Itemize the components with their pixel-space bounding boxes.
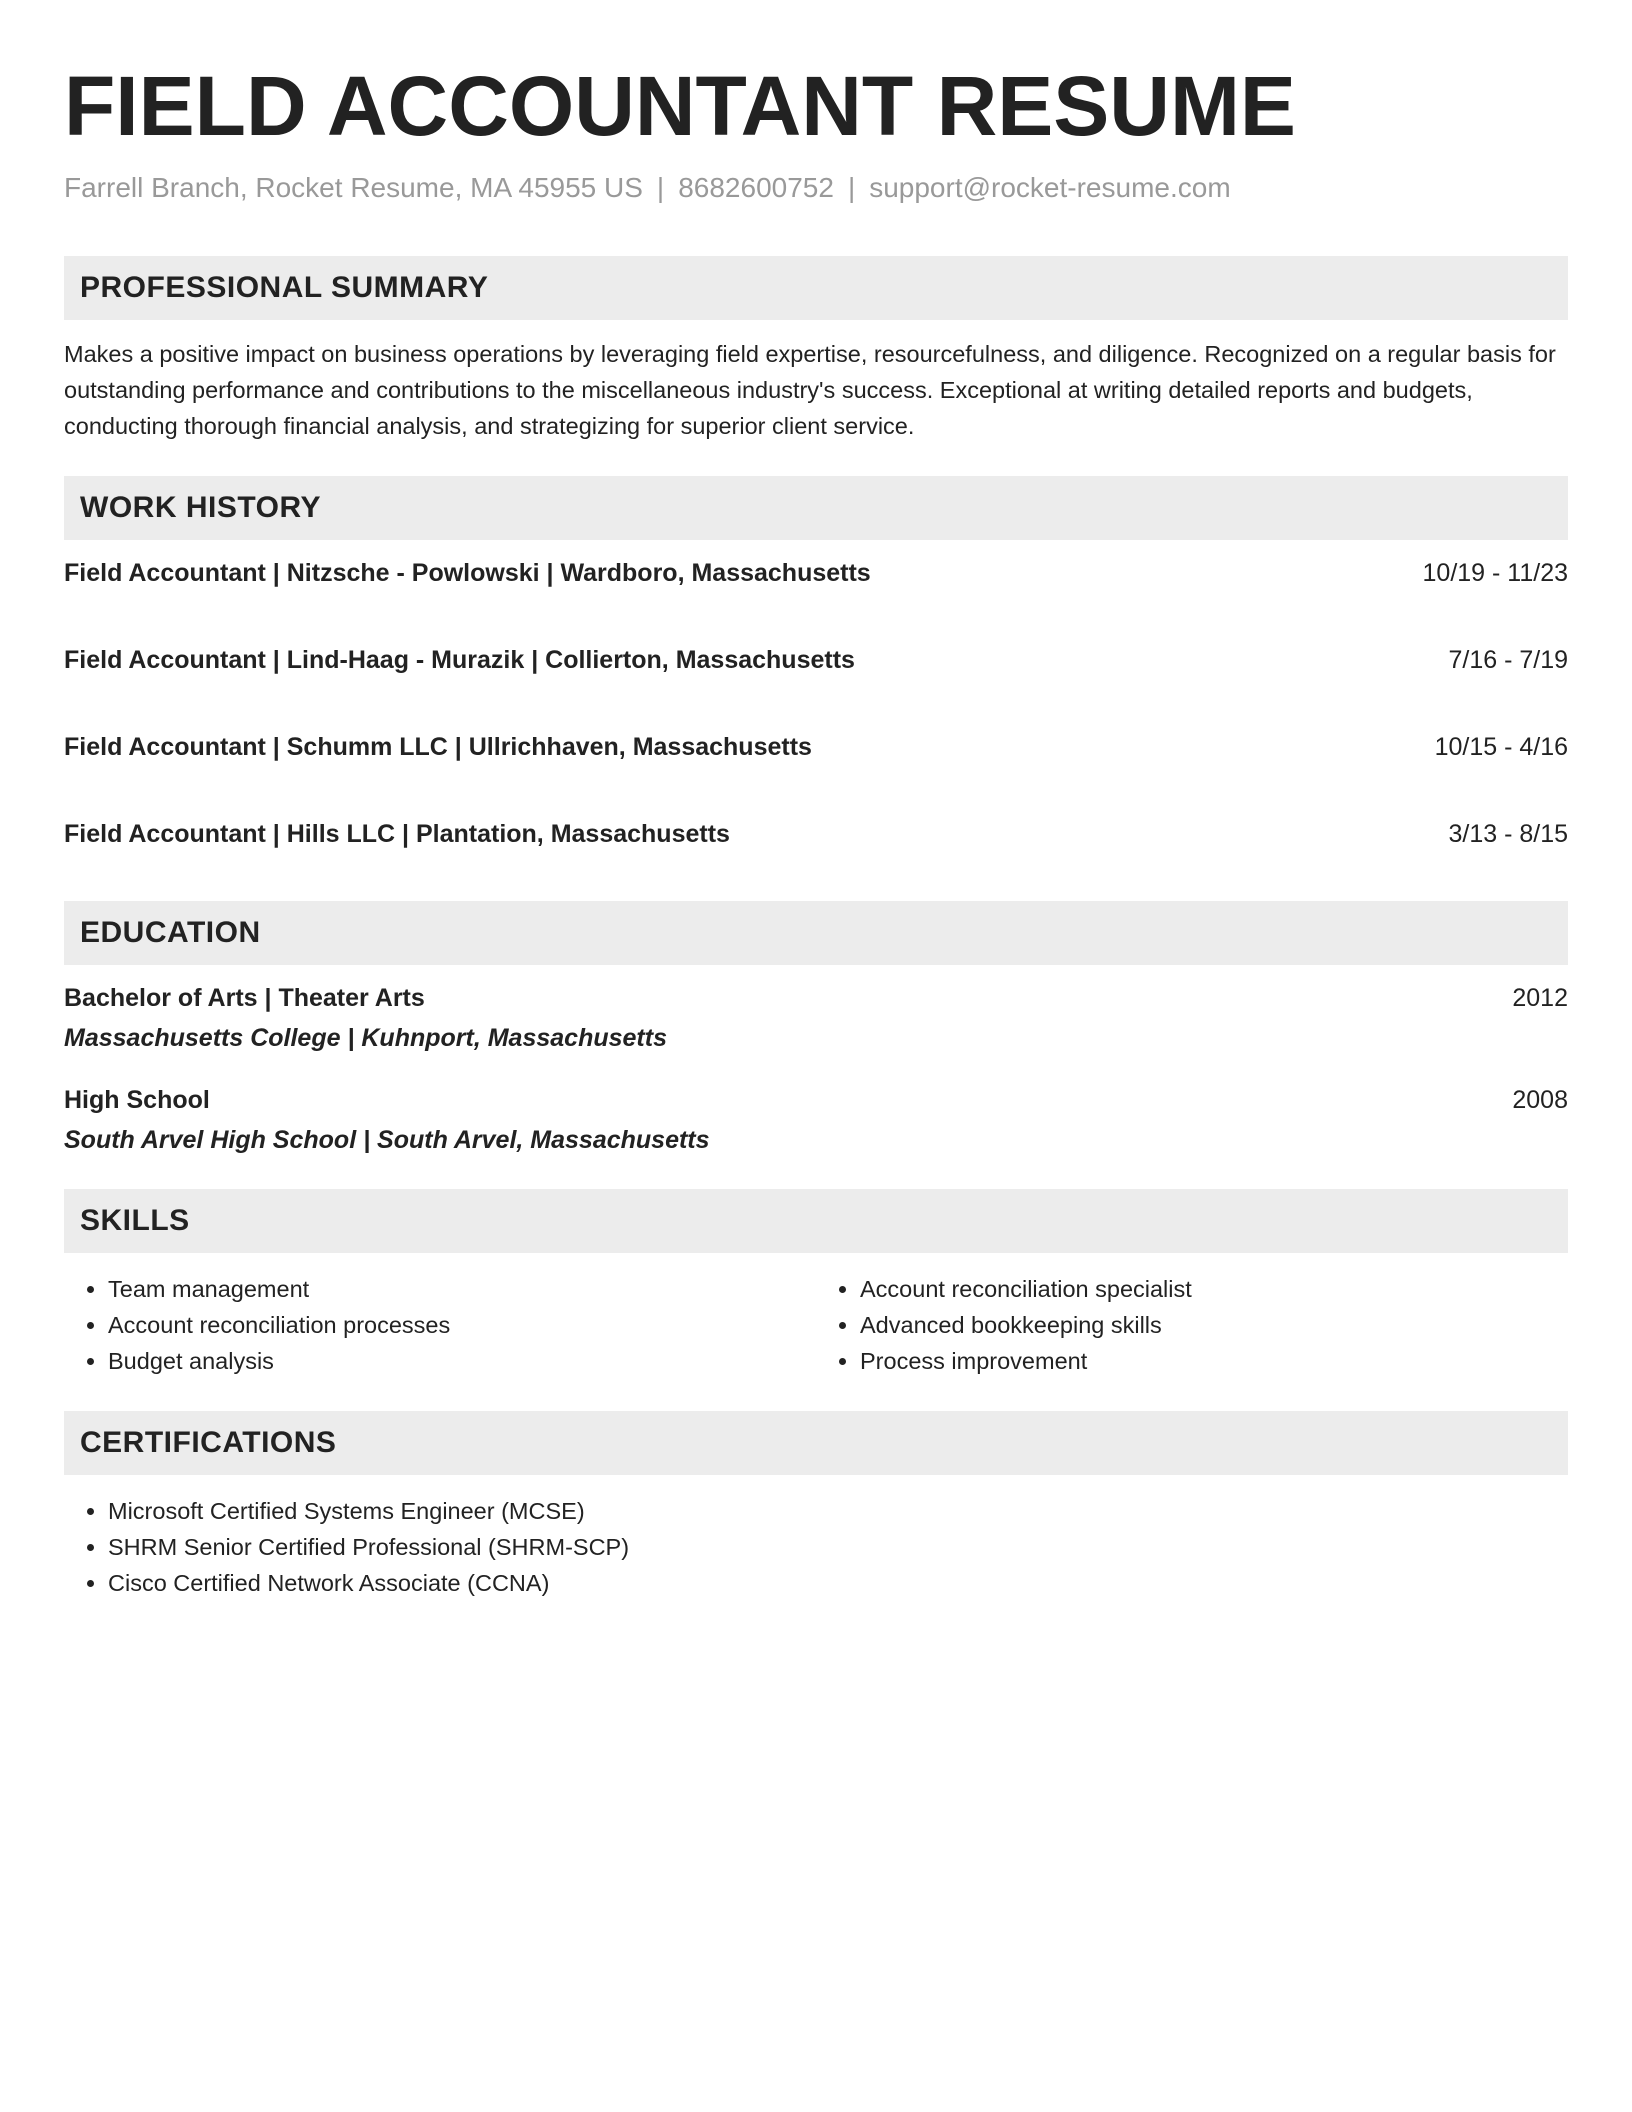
job-dates: 7/16 - 7/19: [1448, 646, 1568, 674]
skills-columns: [64, 1271, 1568, 1379]
page-title: FIELD ACCOUNTANT RESUME: [64, 59, 1296, 153]
education-row: [64, 981, 1568, 1015]
certification-item: • SHRM Senior Certified Professional (SHRM-SCP): [108, 1529, 1568, 1565]
job-title: Field Accountant | Lind-Haag - Murazik | Collierton, Massachusetts: [64, 646, 855, 674]
education-section: [64, 901, 1568, 1157]
contact-separator: |: [656, 172, 665, 203]
skills-heading: SKILLS: [64, 1189, 1568, 1253]
job-title: Field Accountant | Hills LLC | Plantation, Massachusetts: [64, 820, 730, 848]
education-list: [64, 981, 1568, 1157]
education-year: 2008: [1512, 1086, 1568, 1114]
certifications-heading: CERTIFICATIONS: [64, 1411, 1568, 1475]
certification-item: • Cisco Certified Network Associate (CCNA): [108, 1565, 1568, 1601]
contact-phone: 8682600752: [678, 172, 834, 203]
education-heading: EDUCATION: [64, 901, 1568, 965]
job-entry: [64, 730, 1568, 764]
skill-item: • Budget analysis: [108, 1343, 816, 1379]
job-entry: [64, 817, 1568, 851]
summary-text: Makes a positive impact on business operations by leveraging field expertise, resourcefulness, and diligence. Recognized on a regular basis for outstanding performance and contributions to the miscellaneous industry's success. Exceptional at writing detailed reports and budgets, conducting thorough financial analysis, and strategizing for superior client service.: [64, 341, 1556, 439]
summary-heading: PROFESSIONAL SUMMARY: [64, 256, 1568, 320]
education-degree: Bachelor of Arts | Theater Arts: [64, 984, 425, 1012]
skills-column-left: [64, 1271, 816, 1379]
skills-column-right: [816, 1271, 1568, 1379]
skill-item: • Account reconciliation processes: [108, 1307, 816, 1343]
certification-item: • Microsoft Certified Systems Engineer (MCSE): [108, 1493, 1568, 1529]
skill-item: • Team management: [108, 1271, 816, 1307]
education-entry: [64, 1083, 1568, 1157]
skill-item: • Process improvement: [860, 1343, 1568, 1379]
education-row: [64, 1083, 1568, 1117]
skills-section: [64, 1189, 1568, 1379]
job-dates: 10/15 - 4/16: [1434, 733, 1568, 761]
education-degree: High School: [64, 1086, 210, 1114]
education-entry: [64, 981, 1568, 1055]
skill-item: • Advanced bookkeeping skills: [860, 1307, 1568, 1343]
skill-item: • Account reconciliation specialist: [860, 1271, 1568, 1307]
job-title: Field Accountant | Schumm LLC | Ullrichhaven, Massachusetts: [64, 733, 812, 761]
job-dates: 3/13 - 8/15: [1448, 820, 1568, 848]
contact-address: Farrell Branch, Rocket Resume, MA 45955 US: [64, 172, 643, 203]
education-year: 2012: [1512, 984, 1568, 1012]
work-history-section: [64, 476, 1568, 851]
job-title: Field Accountant | Nitzsche - Powlowski | Wardboro, Massachusetts: [64, 559, 871, 587]
contact-line: [64, 170, 1568, 206]
work-history-heading: WORK HISTORY: [64, 476, 1568, 540]
education-school: South Arvel High School | South Arvel, Massachusetts: [64, 1126, 710, 1154]
job-list: [64, 556, 1568, 851]
job-entry: [64, 556, 1568, 590]
job-entry: [64, 643, 1568, 677]
certifications-list: [64, 1493, 1568, 1601]
certifications-section: [64, 1411, 1568, 1601]
contact-separator: |: [847, 172, 856, 203]
job-dates: 10/19 - 11/23: [1422, 559, 1568, 587]
education-school: Massachusetts College | Kuhnport, Massachusetts: [64, 1024, 667, 1052]
contact-email: support@rocket-resume.com: [869, 172, 1231, 203]
summary-section: [64, 256, 1568, 444]
